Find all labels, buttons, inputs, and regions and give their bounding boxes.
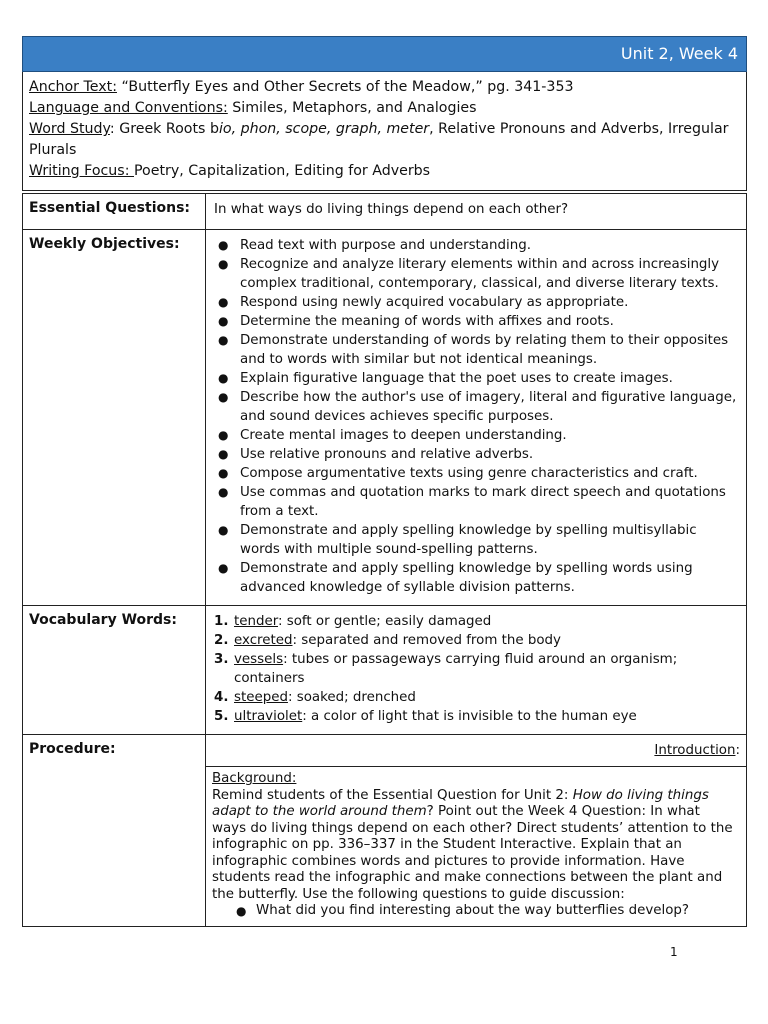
vocabulary-number: 5. [214, 709, 229, 724]
word-study-pre: : Greek Roots b [109, 121, 219, 137]
objective-item: ● Recognize and analyze literary elements within and across increasingly complex traditional, contemporary, classical, and diverse literary texts. [214, 255, 738, 293]
procedure-label: Procedure: [23, 735, 206, 927]
objective-item: ● Create mental images to deepen understanding. [214, 426, 738, 445]
vocabulary-row [23, 606, 747, 735]
anchor-text-line [29, 77, 740, 98]
vocabulary-definition: : tubes or passageways carrying fluid around an organism; containers [234, 652, 678, 686]
weekly-objectives-label: Weekly Objectives: [23, 230, 206, 606]
vocabulary-item [214, 707, 738, 726]
procedure-row [23, 735, 747, 927]
vocabulary-number: 4. [214, 690, 229, 705]
objective-item: ● Demonstrate and apply spelling knowledge by spelling words using advanced knowledge of syllable division patterns. [214, 559, 738, 597]
vocabulary-item [214, 631, 738, 650]
objective-item: ● Explain figurative language that the poet uses to create images. [214, 369, 738, 388]
writing-focus-value: Poetry, Capitalization, Editing for Adverbs [134, 163, 431, 179]
background-text-pre: Remind students of the Essential Question for Unit 2: [212, 787, 573, 803]
vocabulary-item [214, 650, 738, 688]
lesson-plan-document [22, 36, 747, 927]
background-label: Background: [212, 771, 297, 786]
vocabulary-label: Vocabulary Words: [23, 606, 206, 735]
writing-focus-label: Writing Focus: [29, 163, 134, 179]
discussion-questions [212, 903, 738, 920]
weekly-objectives-row [23, 230, 747, 606]
objective-item: ● Describe how the author's use of imagery, literal and figurative language, and sound devices achieves specific purposes. [214, 388, 738, 426]
vocabulary-number: 3. [214, 652, 229, 667]
vocabulary-word: steeped [234, 690, 288, 705]
weekly-objectives-cell [206, 230, 747, 606]
introduction-heading [206, 735, 746, 767]
objective-item: ● Use commas and quotation marks to mark direct speech and quotations from a text. [214, 483, 738, 521]
objective-item: ● Compose argumentative texts using genre characteristics and craft. [214, 464, 738, 483]
vocabulary-item [214, 612, 738, 631]
vocabulary-word: ultraviolet [234, 709, 303, 724]
objective-item: ● Determine the meaning of words with affixes and roots. [214, 312, 738, 331]
essential-questions-label: Essential Questions: [23, 194, 206, 230]
page-number: 1 [670, 945, 678, 959]
vocabulary-number: 2. [214, 633, 229, 648]
word-study-post: , Relative Pronouns and Adverbs, Irregular Plurals [29, 121, 729, 158]
objective-item: ● Use relative pronouns and relative adverbs. [214, 445, 738, 464]
writing-focus-line [29, 161, 740, 182]
objective-item: ● Demonstrate understanding of words by relating them to their opposites and to words with similar but not identical meanings. [214, 331, 738, 369]
vocabulary-item [214, 688, 738, 707]
discussion-question: ● What did you find interesting about the way butterflies develop? [236, 903, 738, 920]
language-conventions-label: Language and Conventions: [29, 100, 228, 116]
unit-week-header [22, 36, 747, 72]
vocabulary-word: vessels [234, 652, 284, 667]
anchor-text-value: “Butterfly Eyes and Other Secrets of the Meadow,” pg. 341-353 [116, 79, 574, 95]
vocabulary-definition: : separated and removed from the body [292, 633, 561, 648]
word-study-roots: io, phon, scope, graph, meter [218, 121, 430, 137]
lesson-info-block [22, 72, 747, 191]
introduction-colon: : [735, 743, 740, 758]
objective-item: ● Respond using newly acquired vocabulary as appropriate. [214, 293, 738, 312]
anchor-text-label: Anchor Text: [29, 79, 117, 95]
language-conventions-line [29, 98, 740, 119]
vocabulary-word: tender [234, 614, 278, 629]
unit-week-title: Unit 2, Week 4 [620, 44, 738, 63]
vocabulary-list [214, 612, 738, 726]
objectives-list [214, 236, 738, 597]
vocabulary-cell [206, 606, 747, 735]
vocabulary-definition: : a color of light that is invisible to the human eye [302, 709, 637, 724]
background-section [206, 767, 746, 926]
background-text [212, 788, 738, 904]
vocabulary-number: 1. [214, 614, 229, 629]
lesson-table [22, 193, 747, 927]
unit-essential-question: How do living things adapt to the world around them [212, 787, 709, 819]
word-study-label: Word Study [29, 121, 110, 137]
background-text-post: ? Point out the Week 4 Question: In what ways do living things depend on each other? Direct students’ attention to the infographic on pp. 336–337 in the Student Interactive. Explain that an infographic combines words and pictures to provide information. Have students read the infographic and make connections between the plant and the butterfly. Use the following questions to guide discussion: [212, 804, 733, 902]
objective-item: ● Read text with purpose and understanding. [214, 236, 738, 255]
procedure-cell [206, 735, 747, 927]
essential-questions-value: In what ways do living things depend on each other? [206, 194, 747, 230]
introduction-label: Introduction [654, 743, 736, 758]
word-study-line [29, 119, 740, 161]
vocabulary-definition: : soft or gentle; easily damaged [277, 614, 492, 629]
objective-item: ● Demonstrate and apply spelling knowledge by spelling multisyllabic words with multiple sound-spelling patterns. [214, 521, 738, 559]
vocabulary-definition: : soaked; drenched [287, 690, 416, 705]
language-conventions-value: Similes, Metaphors, and Analogies [227, 100, 477, 116]
essential-questions-row [23, 194, 747, 230]
vocabulary-word: excreted [234, 633, 293, 648]
